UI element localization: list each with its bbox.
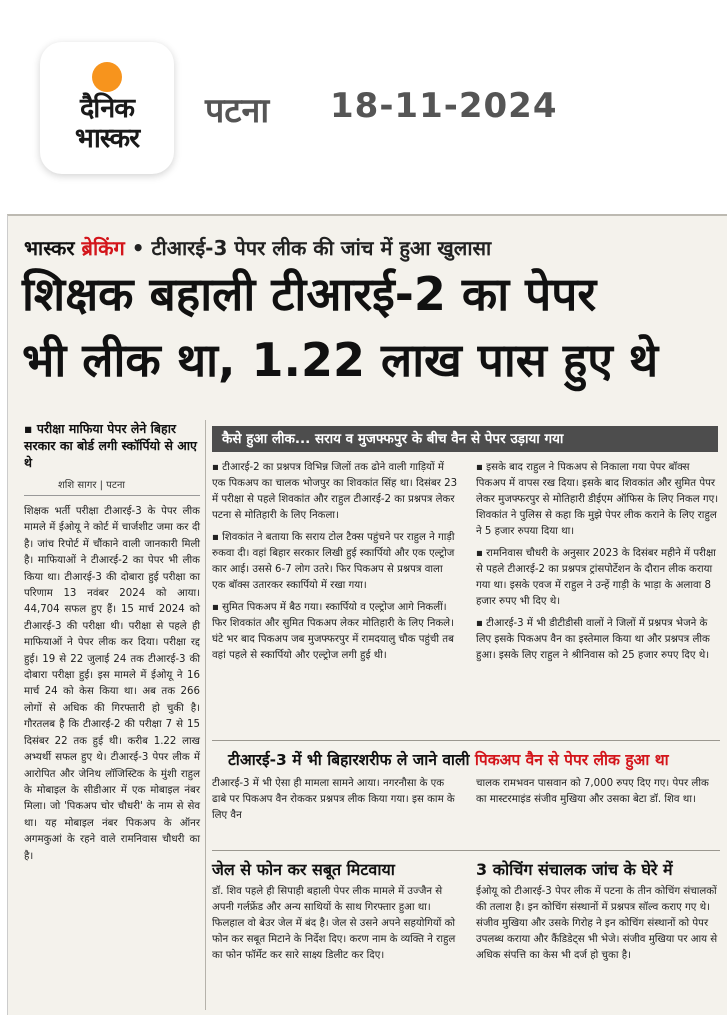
paragraph: ▪ सुमित पिकअप में बैठ गया। स्कार्पियो व एल्ट्रोज आगे निकलीं। फिर शिवकांत और सुमित पिकअप लेकर मोतिहारी के लिए निकले। घंटे भर बाद पिकअप जब मुजफ्फरपुर में रामदयालु चौक पहुंची तब वहां पहले से स्कार्पियो और एल्ट्रोज लगी हुई थी। — [212, 602, 454, 661]
logo-line-1: दैनिक — [79, 93, 135, 124]
sun-icon — [92, 62, 122, 92]
kicker-brand: भास्कर — [24, 236, 75, 260]
coaching-body: ईओयू को टीआरई-3 पेपर लीक में पटना के तीन कोचिंग संचालकों की तलाश है। इन कोचिंग संस्थानों में प्रश्नपत्र सॉल्व कराए गए थे। संजीव मुखिया और उसके गिरोह ने इन कोचिंग संस्थानों को पेपर उपलब्ध कराया और कैंडिडेट्स भी भेजे। संजीव मुखिया पर आय से अधिक संपत्ति का केस भी दर्ज हो चुका है। — [476, 886, 718, 961]
column-4: टीआरई-3 में भी ऐसा ही मामला सामने आया। नगरनौसा के एक ढाबे पर पिकअप वैन रोककर प्रश्नपत्र लीक किया गया। इस काम के लिए वैन — [212, 778, 455, 821]
subhead-2-highlight: पिकअप वैन से पेपर लीक हुआ था — [474, 751, 669, 769]
section-divider — [212, 740, 720, 741]
paragraph: ▪ रामनिवास चौधरी के अनुसार 2023 के दिसंबर महीने में परीक्षा से पहले टीआरई-2 का प्रश्नपत्र ट्रांसपोर्टेशन के दौरान लीक कराया गया था। इसके एवज में राहुल ने उन्हें गाड़ी के भाड़ा के अलावा 8 हजार रुपए भी दिए थे। — [476, 548, 716, 607]
subhead-2-text: टीआरई-3 में भी बिहारशरीफ ले जाने वाली — [228, 751, 470, 769]
newspaper-clipping — [7, 214, 727, 1015]
app-header — [0, 0, 727, 210]
kicker — [24, 234, 491, 261]
left-body-text: शिक्षक भर्ती परीक्षा टीआरई-3 के पेपर लीक मामले में ईओयू ने कोर्ट में चार्जशीट जमा कर दी है। जांच रिपोर्ट में चौंकाने वाली जानकारी मिली है। माफियाओं ने टीआरई-2 का पेपर भी लीक किया था। टीआरई-3 की दोबारा हुई परीक्षा का परिणाम 13 नवंबर 2024 को आया। 44,704 सफल हुए हैं। 15 मार्च 2024 को टीआरई-3 की परीक्षा थी। परीक्षा से पहले ही माफियाओं ने पेपर लीक कर दिया। परीक्षा रद्द हुई। 19 से 22 जुलाई 24 तक टीआरई-3 की दोबारा परीक्षा हुई। इस मामले में ईओयू ने 16 मार्च 24 को केस किया था। अब तक 266 लोगों से अधिक की गिरफ्तारी हो चुकी है। गौरतलब है कि टीआरई-2 की परीक्षा 7 से 15 दिसंबर 22 तक हुई थी। करीब 1.22 लाख अभ्यर्थी सफल हुए थे। टीआरई-3 पेपर लीक में आरोपित और जेनिथ लॉजिस्टिक के मुंशी राहुल के मोबाइल के सीडीआर में एक मोबाइल नंबर मिला। जो 'पिकअप चोर चौधरी' के नाम से सेव था। यह मोबाइल नंबर पिकअप के ऑनर अगमकुआं के रहने वाले रामनिवास चौधरी का है। — [24, 506, 200, 862]
column-5: चालक रामभवन पासवान को 7,000 रुपए दिए गए। पेपर लीक का मास्टरमाइंड संजीव मुखिया और उसका बेटा डॉ. शिव था। — [476, 778, 709, 805]
logo-line-2: भास्कर — [74, 123, 140, 154]
left-column — [24, 420, 200, 865]
kicker-text: • टीआरई-3 पेपर लीक की जांच में हुआ खुलासा — [131, 236, 492, 260]
lead-summary: ▪ परीक्षा माफिया पेपर लेने बिहार सरकार का बोर्ड लगी स्कॉर्पियो से आए थे — [24, 421, 197, 470]
column-divider — [205, 420, 206, 1010]
kicker-breaking: ब्रेकिंग — [81, 236, 125, 260]
jail-phone-body: डॉ. शिव पहले ही सिपाही बहाली पेपर लीक मामले में उज्जैन से अपनी गर्लफ्रेंड और अन्य साथियों के साथ गिरफ्तार हुआ था। फिलहाल वो बेउर जेल में बंद है। जेल से उसने अपने सहयोगियों को फोन कर सबूत मिटाने के निर्देश दिए। करण नाम के व्यक्ति ने राहुल का फोन फॉर्मेट कर सारे साक्ष्य डिलीट कर दिए। — [212, 886, 456, 961]
paragraph: ▪ टीआरई-2 का प्रश्नपत्र विभिन्न जिलों तक ढोने वाली गाड़ियों में एक पिकअप का चालक भोजपुर का शिवकांत सिंह था। दिसंबर 23 में परीक्षा से पहले शिवकांत और राहुल टीआरई-2 का प्रश्नपत्र लेकर पटना से मोतिहारी के लिए निकला। — [212, 462, 458, 521]
dainik-bhaskar-logo[interactable] — [40, 42, 174, 174]
paragraph: ▪ टीआरई-3 में भी डीटीडीसी वालों ने जिलों में प्रश्नपत्र भेजने के लिए इसके पिकअप वैन का इस्तेमाल किया था और प्रश्नपत्र लीक हुआ। इसके लिए राहुल ने श्रीनिवास को 25 हजार रुपए दिए थे। — [476, 618, 710, 661]
column-2 — [212, 460, 458, 670]
subhead-bar: कैसे हुआ लीक... सराय व मुजफ्फपुर के बीच वैन से पेपर उड़ाया गया — [212, 426, 718, 452]
subhead-2 — [228, 748, 669, 770]
edition-city: पटना — [205, 91, 270, 131]
coaching-heading: 3 कोचिंग संचालक जांच के घेरे में — [476, 860, 673, 879]
byline: शशि सागर | पटना — [58, 480, 126, 491]
jail-phone-heading: जेल से फोन कर सबूत मिटवाया — [212, 860, 395, 879]
headline-line-1: शिक्षक बहाली टीआरई-2 का पेपर — [22, 267, 597, 321]
logo-text — [52, 94, 162, 154]
edition-date: 18-11-2024 — [330, 86, 558, 126]
headline-line-2: भी लीक था, 1.22 लाख पास हुए थे — [22, 333, 659, 387]
divider — [24, 495, 200, 496]
paragraph: ▪ इसके बाद राहुल ने पिकअप से निकाला गया पेपर बॉक्स पिकअप में वापस रख दिया। इसके बाद शिवकांत और सुमित पेपर लेकर मुजफ्फरपुर से मोतिहारी डीईएम ऑफिस के लिए निकल गए। शिवकांत ने पुलिस से कहा कि मुझे पेपर लीक कराने के लिए राहुल ने 5 हजार रुपया दिया था। — [476, 462, 719, 537]
section-divider — [212, 850, 720, 851]
paragraph: ▪ शिवकांत ने बताया कि सराय टोल टैक्स पहुंचने पर राहुल ने गाड़ी रुकवा दी। वहां बिहार सरकार लिखी हुई स्कार्पियो और एक एल्ट्रोज कार आई। उससे 6-7 लोग उतरे। फिर पिकअप से प्रश्नपत्र वाला एक बॉक्स उतारकर स्कार्पियो में रखा गया। — [212, 532, 455, 591]
column-3 — [476, 460, 720, 670]
